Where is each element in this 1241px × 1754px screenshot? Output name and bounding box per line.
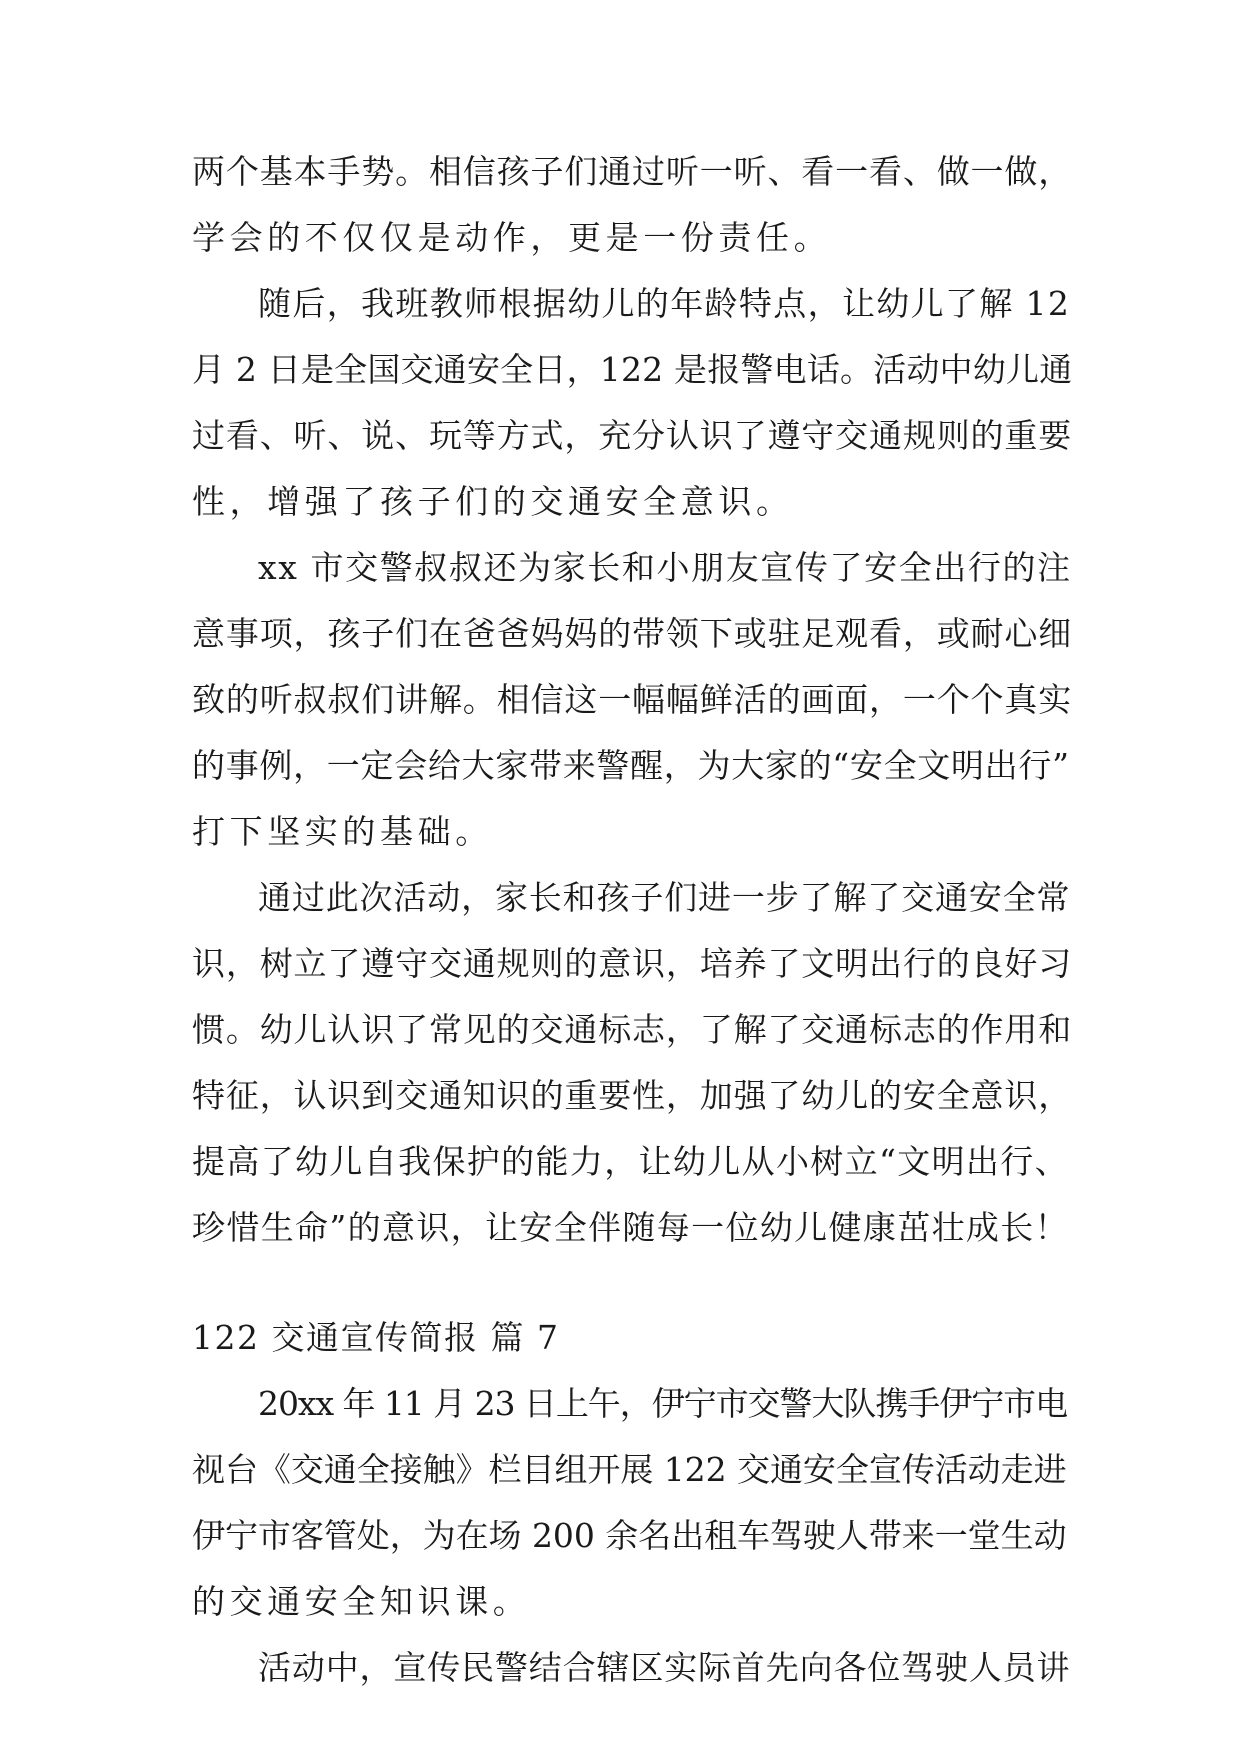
text-line-9: 致的听叔叔们讲解。相信这一幅幅鲜活的画面，一个个真实 [192, 680, 1073, 719]
text-line-17: 珍惜生命”的意识，让安全伴随每一位幼儿健康茁壮成长！ [192, 1208, 1069, 1247]
text-line-18: 20xx 年 11 月 23 日上午，伊宁市交警大队携手伊宁市电 [258, 1384, 1068, 1423]
text-line-5: 过看、听、说、玩等方式，充分认识了遵守交通规则的重要 [192, 416, 1073, 455]
text-line-12: 通过此次活动，家长和孩子们进一步了解了交通安全常 [258, 878, 1071, 917]
text-line-19: 视台《交通全接触》栏目组开展 122 交通安全宣传活动走进 [192, 1450, 1067, 1489]
text-line-22: 活动中，宣传民警结合辖区实际首先向各位驾驶人员讲 [258, 1648, 1071, 1687]
text-line-7: xx 市交警叔叔还为家长和小朋友宣传了安全出行的注 [258, 548, 1072, 587]
text-line-15: 特征，认识到交通知识的重要性，加强了幼儿的安全意识， [192, 1076, 1073, 1115]
text-line-16: 提高了幼儿自我保护的能力，让幼儿从小树立“文明出行、 [192, 1142, 1069, 1181]
text-line-3: 随后，我班教师根据幼儿的年龄特点，让幼儿了解 12 [258, 284, 1071, 323]
text-line-4: 月 2 日是全国交通安全日，122 是报警电话。活动中幼儿通 [192, 350, 1073, 389]
text-line-6: 性，增强了孩子们的交通安全意识。 [192, 482, 794, 521]
text-line-1: 两个基本手势。相信孩子们通过听一听、看一看、做一做， [192, 152, 1073, 191]
text-line-21: 的交通安全知识课。 [192, 1582, 531, 1621]
text-line-2: 学会的不仅仅是动作，更是一份责任。 [192, 218, 832, 257]
text-line-20: 伊宁市客管处，为在场 200 余名出租车驾驶人带来一堂生动 [192, 1516, 1067, 1555]
text-line-10: 的事例，一定会给大家带来警醒，为大家的“安全文明出行” [192, 746, 1070, 785]
text-line-14: 惯。幼儿认识了常见的交通标志，了解了交通标志的作用和 [192, 1010, 1073, 1049]
text-line-11: 打下坚实的基础。 [192, 812, 493, 851]
section-heading: 122 交通宣传简报 篇 7 [192, 1318, 560, 1357]
text-line-13: 识，树立了遵守交通规则的意识，培养了文明出行的良好习 [192, 944, 1073, 983]
text-line-8: 意事项，孩子们在爸爸妈妈的带领下或驻足观看，或耐心细 [192, 614, 1073, 653]
